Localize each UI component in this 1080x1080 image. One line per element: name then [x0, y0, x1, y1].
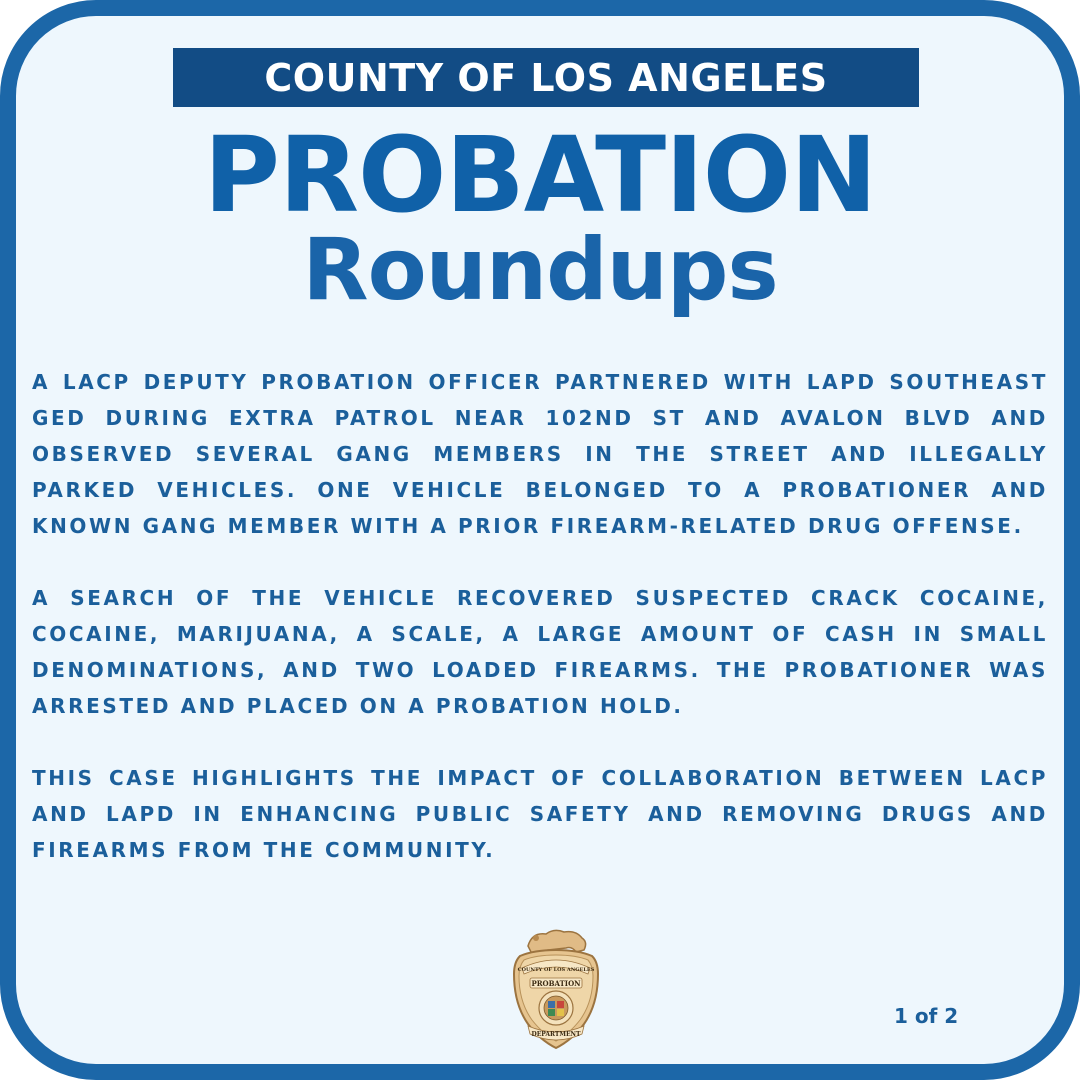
page-subtitle: Roundups: [302, 220, 778, 320]
article-body: [32, 364, 1048, 904]
badge-top-text: COUNTY OF LOS ANGELES: [517, 967, 595, 973]
banner-text: COUNTY OF LOS ANGELES: [264, 55, 828, 100]
paragraph-3: THIS CASE HIGHLIGHTS THE IMPACT OF COLLABORATION BETWEEN LACP AND LAPD IN ENHANCING PUBLIC SAFETY AND REMOVING DRUGS AND FIREARMS FROM THE COMMUNITY.: [32, 766, 1048, 862]
probation-badge-icon: [506, 916, 606, 1052]
paragraph-1: A LACP DEPUTY PROBATION OFFICER PARTNERED WITH LAPD SOUTHEAST GED DURING EXTRA PATROL NEAR 102ND ST AND AVALON BLVD AND OBSERVED SEVERAL GANG MEMBERS IN THE STREET AND ILLEGALLY PARKED VEHICLES. ONE VEHICLE BELONGED TO A PROBATIONER AND KNOWN GANG MEMBER WITH A PRIOR FIREARM-RELATED DRUG OFFENSE.: [32, 370, 1048, 538]
header-banner: [173, 48, 919, 107]
badge-bottom-text: DEPARTMENT: [531, 1031, 581, 1038]
paragraph-2: A SEARCH OF THE VEHICLE RECOVERED SUSPECTED CRACK COCAINE, COCAINE, MARIJUANA, A SCALE, A LARGE AMOUNT OF CASH IN SMALL DENOMINATIONS, AND TWO LOADED FIREARMS. THE PROBATIONER WAS ARRESTED AND PLACED ON A PROBATION HOLD.: [32, 586, 1048, 718]
page-indicator: 1 of 2: [894, 1004, 959, 1028]
page-title: PROBATION: [203, 114, 877, 236]
badge-middle-text: PROBATION: [531, 979, 581, 988]
